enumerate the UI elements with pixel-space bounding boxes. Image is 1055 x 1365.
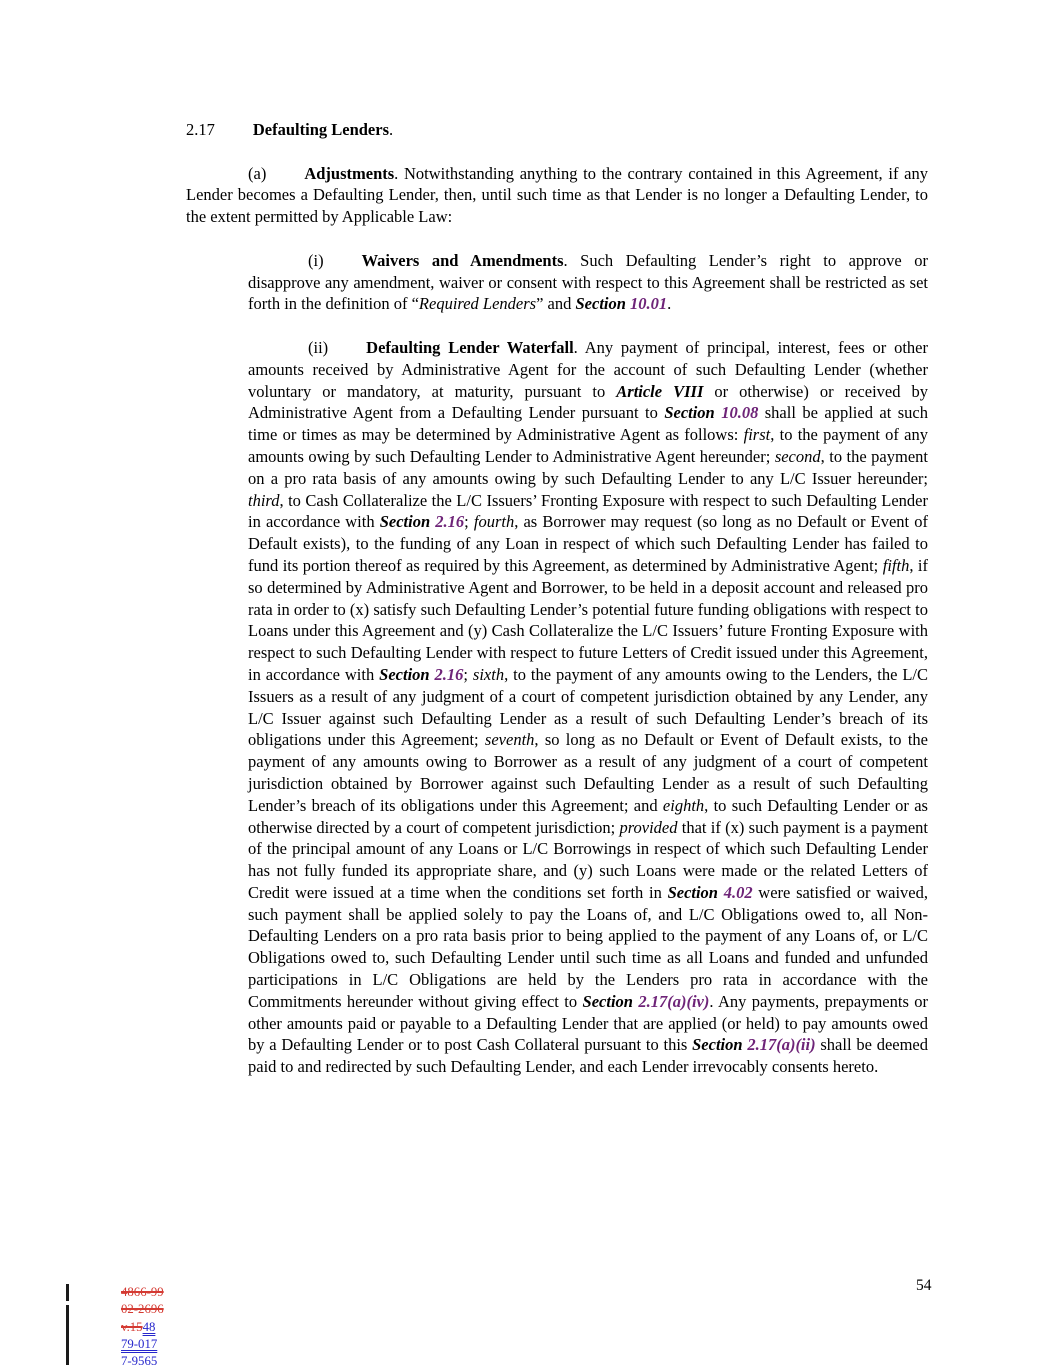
text-run-ref: 2.17(a)(iv) xyxy=(638,991,710,1011)
change-bar-segment xyxy=(66,1305,69,1365)
text-run-bi: Section xyxy=(692,1035,748,1055)
text-run-i: seventh xyxy=(484,730,535,750)
doc-id-line xyxy=(121,1284,164,1301)
text-run-ref: 2.16 xyxy=(435,512,465,532)
text-run-del: 4866-99 xyxy=(121,1285,164,1299)
text-run-b: Defaulting Lenders xyxy=(252,120,389,139)
text-run-n: ; xyxy=(464,512,474,532)
text-run-n: that if (x) such payment is a payment of the principal amount of any Loans or L/C Borrowings in respect of which such Defaulting Lender has not fully funded its appropriate share, and (y) such Loans were made or the related Letters of Credit were issued at a time when the conditions set forth in xyxy=(248,817,928,902)
text-run-n: . Any payments, prepayments or other amounts paid or payable to a Defaulting Lender that are applied (or held) to pay amounts owed by a Defaulting Lender or to post Cash Collateral pursuant to this xyxy=(248,991,929,1055)
text-run-bi: Section xyxy=(664,403,722,423)
text-run-b: Adjustments xyxy=(304,163,395,183)
text-run-n: . Notwithstanding anything to the contrary contained in this Agreement, if any Lender becomes a Defaulting Lender, then, until such time as that Lender is no longer a Defaulting Lender, to the extent permitted by Applicable Law: xyxy=(186,163,928,227)
text-run-n: (a) xyxy=(248,163,267,183)
text-run-n: , if so determined by Administrative Agent and Borrower, to be held in a deposit account and released pro rata in order to (x) satisfy such Defaulting Lender’s potential future funding obligations with respect to Loans under this Agreement and (y) Cash Collateralize the L/C Issuers’ future Fronting Exposure with respect to such Defaulting Lender with respect to future Letters of Credit issued under this Agreement, in accordance with xyxy=(248,555,928,684)
text-run-n: ” and xyxy=(536,294,576,314)
paragraph-a-adjustments xyxy=(186,163,928,228)
text-run-i: first xyxy=(743,425,771,445)
text-run-n: ; xyxy=(463,664,473,684)
text-run-n: , to such Defaulting Lender or as otherwise directed by a court of competent jurisdiction; xyxy=(248,795,928,837)
document-id-stamp xyxy=(121,1284,164,1365)
text-run-i: sixth xyxy=(472,664,505,684)
text-run-bi: Section xyxy=(575,294,631,314)
text-run-i: third xyxy=(248,490,280,510)
text-run-n: . xyxy=(667,294,672,314)
text-run-del: v.15 xyxy=(121,1319,143,1334)
text-run-n: , to the payment of any amounts owing by such Defaulting Lender to Administrative Agent hereunder; xyxy=(248,425,928,466)
text-run-n: , to Cash Collateralize the L/C Issuers’ Fronting Exposure with respect to such Defaulting Lender in accordance with xyxy=(248,490,928,532)
text-run-ins: 7-9565 xyxy=(121,1354,158,1365)
doc-id-line xyxy=(121,1336,164,1353)
text-run-n: 2.17 xyxy=(186,120,215,139)
text-run-n: , so long as no Default or Event of Default exists, to the payment of any amounts owing to Borrower as a result of any judgment of a court of competent jurisdiction obtained by Borrower against such Defaulting Lender as a result of such Defaulting Lender’s breach of its obligations under this Agreement; and xyxy=(248,730,928,815)
paragraph-ii-defaulting-lender-waterfall xyxy=(248,337,928,1078)
doc-id-line xyxy=(121,1301,164,1318)
doc-id-line xyxy=(121,1353,164,1365)
text-run-bi: Article VIII xyxy=(616,381,704,401)
text-run-i: eighth xyxy=(662,795,705,815)
text-run-n: shall be deemed paid to and redirected by such Defaulting Lender, and each Lender irrevocably consents hereto. xyxy=(248,1035,928,1077)
text-run-n: . xyxy=(389,120,394,139)
text-run-ins: 79-017 xyxy=(121,1336,158,1351)
text-run-b: Defaulting Lender Waterfall xyxy=(366,337,574,357)
text-run-n: or otherwise) or received by Administrative Agent from a Defaulting Lender pursuant to xyxy=(248,381,928,423)
text-run-n: shall be applied at such time or times as may be determined by Administrative Agent as follows: xyxy=(248,403,928,445)
text-run-n: , to the payment on a pro rata basis of any amounts owing by such Defaulting Lender to any L/C Issuer hereunder; xyxy=(248,446,928,488)
text-run-ins: 48 xyxy=(142,1319,156,1334)
text-run-n: , as Borrower may request (so long as no Default or Event of Default exists), to the funding of any Loan in respect of which such Defaulting Lender has failed to fund its portion thereof as required by this Agreement, as determined by Administrative Agent; xyxy=(248,512,928,575)
text-run-ref: 2.16 xyxy=(434,664,464,684)
text-run-i: Required Lenders xyxy=(418,294,537,314)
text-run-i: second xyxy=(774,446,821,466)
section-heading xyxy=(186,119,928,141)
text-run-i: provided xyxy=(619,817,678,837)
text-run-i: fifth xyxy=(882,555,910,575)
text-run-ref: 10.01 xyxy=(630,294,668,314)
text-run-b: Waivers and Amendments xyxy=(361,250,564,270)
text-run-bi: Section xyxy=(379,664,435,684)
paragraph-i-waivers-and-amendments xyxy=(248,250,928,315)
text-run-n: were satisfied or waived, such payment shall be applied solely to pay the Loans of, and L/C Obligations owed to, all Non-Defaulting Lenders on a pro rata basis prior to being applied to the payment of any Loans of, or L/C Obligations owed to, such Defaulting Lender until such time as all Loans and funded and unfunded participations in L/C Obligations are held by the Lenders pro rata in accordance with the Commitments hereunder without giving effect to xyxy=(248,882,928,1011)
change-bar-segment xyxy=(66,1284,69,1301)
text-run-del: 02-2696 xyxy=(121,1302,164,1317)
text-run-bi: Section xyxy=(667,882,724,902)
text-run-n: (ii) xyxy=(308,337,329,357)
text-run-n: . Such Defaulting Lender’s right to approve or disapprove any amendment, waiver or consent with respect to this Agreement shall be restricted as set forth in the definition of “ xyxy=(248,250,928,314)
text-run-bi: Section xyxy=(582,991,639,1011)
text-run-n: , to the payment of any amounts owing to the Lenders, the L/C Issuers as a result of any judgment of a court of competent jurisdiction obtained by any Lender, any L/C Issuer against such Defaulting Lender as a result of such Defaulting Lender’s breach of its obligations under this Agreement; xyxy=(248,664,928,750)
text-run-i: fourth xyxy=(473,512,515,532)
text-run-n: . Any payment of principal, interest, fees or other amounts received by Administrative Agent for the account of such Defaulting Lender (whether voluntary or mandatory, at maturity, pursuant to xyxy=(248,337,928,401)
text-run-ref: 10.08 xyxy=(721,403,759,423)
text-run-ref: 2.17(a)(ii) xyxy=(747,1035,816,1055)
document-body xyxy=(186,119,928,1078)
doc-id-line xyxy=(121,1319,164,1336)
text-run-bi: Section xyxy=(379,512,436,532)
page-number: 54 xyxy=(916,1277,932,1294)
text-run-ref: 4.02 xyxy=(723,882,753,902)
text-run-n: (i) xyxy=(308,250,324,270)
